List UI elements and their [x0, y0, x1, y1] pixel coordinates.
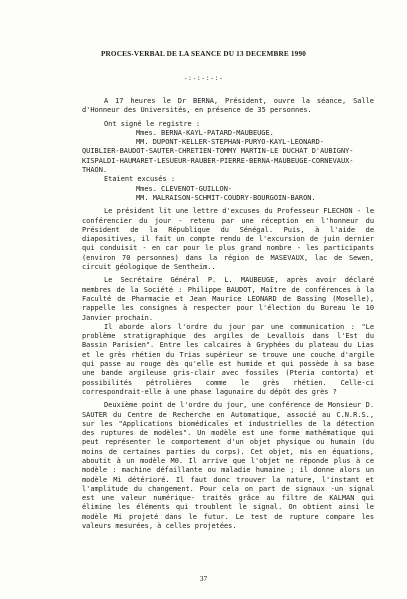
registry-line: Mmes. BERNA-KAYL-PATARD-MAUBEUGE. [136, 128, 274, 137]
registry-heading: Ont signé le registre : [104, 119, 201, 128]
registry-block [82, 120, 374, 176]
opening-paragraph: A 17 heures le Dr BERNA, Président, ouvre la séance, Salle d'Honneur des Universités, en présence de 35 personnes. [82, 97, 374, 115]
excused-line: Mmes. CLEVENOT-GUILLON- [136, 184, 233, 193]
registry-line: MM. DUPONT-KELLER-STEPHAN-PURYO-KAYL-LEONARD- [136, 138, 324, 147]
page-number: 37 [199, 574, 208, 583]
excused-line: MM. MALRAISON-SCHMIT-COUDRY-BOURGOIN-BARON. [136, 193, 316, 202]
excused-heading: Etaient excusés : [104, 175, 176, 184]
document-body [82, 97, 374, 531]
paragraph-communication: Il aborde alors l'ordre du jour par une communication : "Le problème stratigraphique des argiles de Levallois dans l'Est du Bassin Parisien". Entre les calcaires à Gryphées du plateau du Lias et le grès rhétien du Trias supérieur se trouve une couche d'argile qui passe au rouge dès qu'elle est humide et qui possède à sa base une bande argileuse gris-clair avec fossiles (Pteria contorta) et possibilités pétrolières comme le grès rhétien. Celle-ci correspondrait-elle à une phase lagunaire du dépôt des grès ? [82, 322, 374, 396]
excused-block [82, 175, 374, 203]
registry-line: THAON. [82, 166, 108, 175]
registry-line: QUIBLIER-BAUDOT-SAUTER-CHRETIEN-TOMMY MARTIN-LE DUCHAT D'AUBIGNY- [82, 147, 354, 156]
registry-line: KISPALDI-HAUMARET-LESUEUR-RAUBER-PIERRE-BERNA-MAUBEUGE-CORNEVAUX- [82, 156, 354, 165]
paragraph-secretary: Le Secrétaire Général P. L. MAUBEUGE, après avoir déclaré membres de la Société : Philippe BAUDOT, Maître de conférences à la Faculté de Pharmacie et Jean Maurice LEONARD de Bassing (Moselle), rappelle les consignes à respecter pour l'élection du Bureau le 10 Janvier prochain. [82, 276, 374, 322]
page-title: PROCES-VERBAL DE LA SEANCE DU 13 DECEMBRE 1990 [100, 50, 307, 58]
paragraph-conference: Deuxième point de l'ordre du jour, une conférence de Monsieur D. SAUTER du Centre de Recherche en Automatique, associé au C.N.R.S., sur les "Applications biomédicales et industrielles de la détection des ruptures de modèles". Un modèle est une forme mathématique qui peut représenter le comportement d'un objet physique ou humain (du moins de certaines parties du corps). Cet objet, mis en équations, aboutit à un modèle M0. Il arrive que l'objet ne réponde plus à ce modèle : machine défaillante ou maladie humaine ; il donne alors un modèle Mi détérioré. Il faut donc trouver la nature, l'instant et l'amplitude du changement. Pour cela on part de signaux -un signal est une valeur numérique- traités grâce au filtre de KALMAN qui élimine les éléments qui troublent le signal. On obtient ainsi le modèle Mi projeté dans le futur. Le test de rupture compare les valeurs mesurées, à celles projetées. [82, 401, 374, 531]
title-separator: -:-:-:-:- [183, 74, 224, 82]
paragraph-president-letter: Le président lit une lettre d'excuses du Professeur FLECHON - le conférencier du jour - retenu par une réception en l'honneur du Président de la République du Sénégal. Puis, à l'aide de diapositives, il fait un compte rendu de l'excursion de juin dernier qui conduisit - en car pour le plus grand nombre - les participants (environ 70 personnes) dans la région de MASEVAUX, lac de Sewen, circuit géologique de Sentheim.. [82, 207, 374, 272]
